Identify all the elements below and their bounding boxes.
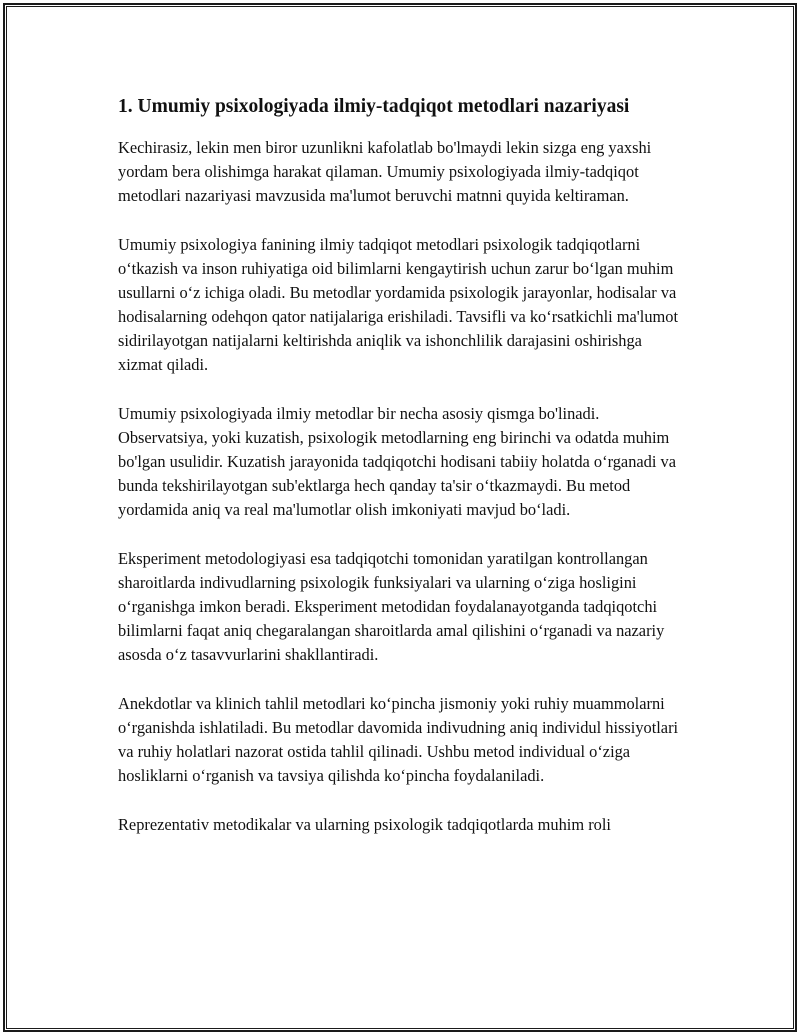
paragraph-intro: Kechirasiz, lekin men biror uzunlikni kafolatlab bo'lmaydi lekin sizga eng yaxshi yordam bera olishimga harakat qilaman. Umumiy psixologiyada ilmiy-tadqiqot metodlari nazariyasi mavzusida ma'lumot beruvchi matnni quyida keltiraman. bbox=[118, 138, 652, 205]
paragraph-methods-overview: Umumiy psixologiya fanining ilmiy tadqiqot metodlari psixologik tadqiqotlarni oʻtkazish va inson ruhiyatiga oid bilimlarni kengaytirish uchun zarur boʻlgan muhim usullarni oʻz ichiga oladi. Bu metodlar yordamida psixologik jarayonlar, hodisalar va hodisalarning odehqon qator natijalariga erishiladi. Tavsifli va koʻrsatkichli ma'lumot sidirilayotgan natijalarni keltirishda aniqlik va ishonchlilik darajasini oshirishga xizmat qiladi. bbox=[118, 235, 679, 374]
document-body bbox=[118, 94, 690, 862]
paragraph-observation: Umumiy psixologiyada ilmiy metodlar bir necha asosiy qismga bo'linadi. Observatsiya, yoki kuzatish, psixologik metodlarning eng birinchi va odatda muhim bo'lgan usulidir. Kuzatish jarayonida tadqiqotchi hodisani tabiiy holatda oʻrganadi va bunda tekshirilayotgan sub'ektlarga hech qanday ta'sir oʻtkazmaydi. Bu metod yordamida aniq va real ma'lumotlar olish imkoniyati mavjud boʻladi. bbox=[118, 404, 676, 519]
paragraph-experiment: Eksperiment metodologiyasi esa tadqiqotchi tomonidan yaratilgan kontrollangan sharoitlarda indivudlarning psixologik funksiyalari va ularning oʻziga hosligini oʻrganishga imkon beradi. Eksperiment metodidan foydalanayotganda tadqiqotchi bilimlarni faqat aniq chegaralangan sharoitlarda amal qilishini oʻrganadi va nazariy asosda oʻz tasavvurlarini shakllantiradi. bbox=[118, 549, 665, 664]
section-heading: 1. Umumiy psixologiyada ilmiy-tadqiqot metodlari nazariyasi bbox=[118, 96, 630, 117]
paragraph-representative-methods: Reprezentativ metodikalar va ularning psixologik tadqiqotlarda muhim roli bbox=[118, 815, 611, 834]
paragraph-clinical-analysis: Anekdotlar va klinich tahlil metodlari koʻpincha jismoniy yoki ruhiy muammolarni oʻrganishda ishlatiladi. Bu metodlar davomida indivudning aniq individul hissiyotlari va ruhiy holatlari nazorat ostida tahlil qilinadi. Ushbu metod individual oʻziga hosliklarni oʻrganish va tavsiya qilishda koʻpincha foydalaniladi. bbox=[118, 694, 679, 785]
